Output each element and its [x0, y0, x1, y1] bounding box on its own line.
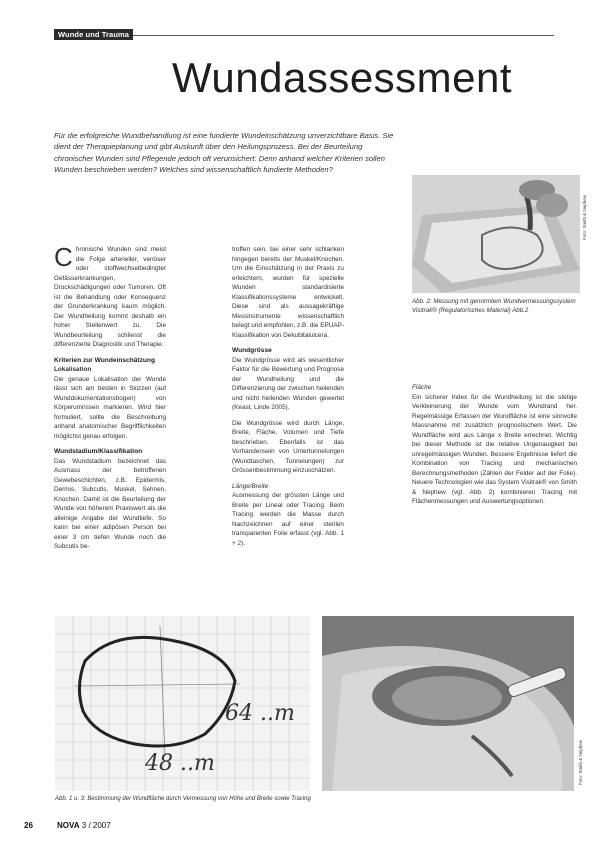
paragraph-size-2: Die Wundgrösse wird durch Länge, Breite, Fläche, Volumen und Tiefe beschrieben. Ebenfalls ist das Vorhandensein von Untertunnelungen (Wundtaschen, Tunnelungen) zur Grössenbestimmung einzuschätzen.: [232, 419, 344, 474]
intro-text: hronische Wunden sind meist die Folge arterieller, venöser oder stoffwechselbedingter Gefässerkrankungen, Druckschädigungen oder Tumoren. Oft ist die Behandlung oder Konsequenz der Grunderkrankung kaum möglich. Der Wundheilung kommt deshalb ein hoher Stellenwert zu. Die Wundbeurteilung schliesst die differenzierte Diagnostik und Therapie.: [54, 246, 166, 348]
page-number: 26: [24, 821, 33, 830]
magazine-info: [57, 821, 111, 830]
figure-3-wound-photo: [322, 616, 574, 791]
paragraph-area: Ein sicherer Index für die Wundheilung ist die stetige Verkleinerung der Wunde vom Wundrand her. Regelmässige Erfassen der Wundfläche ist eine sinnvolle Massnahme mit zusätzlich prognostischem Wert. Die Wundfläche wird aus Länge x Breite errechnet. Wichtig bei dieser Methode ist die relative Ungenauigkeit bei unregelmässigen Wunden. Bessere Ergebnisse liefert die Kombination von Tracing und mechanischen Berechnungsmethoden (Zählen der Felder auf der Folie). Neuere Technologien wie das System Visitrak® von Smith & Nephew (vgl. Abb. 2) kombinieren Tracing mit Flächenmessungen und Auswertungsoptionen.: [412, 393, 577, 505]
lead-paragraph: Für die erfolgreiche Wundbehandlung ist eine fundierte Wundeinschätzung unverzichtbare Basis. Sie dient der Therapieplanung und gibt Auskunft über den Heilungsprozess. Bei der Beurteilung chronischer Wunden sind Pflegende jedoch oft verunsichert: Denn anhand welcher Kriterien sollen Wunden beschrieben werden? Welches sind wissenschaftlich fundierte Methoden?: [54, 131, 394, 174]
heading-length-width: Länge/Breite: [232, 482, 269, 490]
issue: 3 / 2007: [81, 821, 111, 830]
paragraph-classification: troffen sein, bei einer sehr schlanken hingegen bereits der Muskel/Knochen. Um die Einschätzung in der Praxis zu erleichtern, wurden für spezielle Wunden standardisierte Klassifikationssysteme entwickelt. Diese sind als aussagekräftige Messinstrumente wissenschaftlich belegt und empfohlen, z.B. die EPUAP-Klassifikation von Dekubitalulcera.: [232, 246, 344, 339]
magazine-name: NOVA: [57, 821, 80, 830]
section-tag: Wunde und Trauma: [54, 29, 133, 40]
figure-3-credit: Foto: Smith & Nephew: [578, 739, 583, 785]
drop-cap: C: [54, 242, 73, 272]
paragraph-stage: Das Wundstadium bezeichnet das Ausmass der betroffenen Gewebeschichten, z.B. Epidermis, Dermis, Subcutis, Muskel, Sehnen, Knochen. Damit ist die Beurteilung der Wunde von höherem Praxiswert als die alleinige Angabe der Wundtiefe. So kann bei einer adipösen Person bei einer 3 cm tiefen Wunde noch die Subcutis be-: [54, 457, 166, 550]
bottom-caption: Abb. 1 u. 3: Bestimmung der Wundfläche durch Vermessung von Höhe und Breite sowie Tracing: [55, 796, 311, 802]
figure-1-tracing: [55, 616, 310, 791]
intro-paragraph: [54, 242, 166, 350]
column-2: [232, 245, 344, 554]
heading-stage: Wundstadium/Klassifikation: [54, 448, 143, 455]
figure-2-photo: [412, 175, 580, 293]
figure-1-label-a: 64 ..m: [225, 701, 295, 726]
paragraph-size-1: Die Wundgrösse wird als wesentlicher Faktor für die Bewertung und Prognose der Wundheilung und die Differenzierung der zwischen heilenden und nicht heilenden Wunden gewertet (Keast, Linde 2005).: [232, 356, 344, 411]
heading-area: Fläche: [412, 384, 432, 391]
paragraph-length-width: Ausmessung der grössten Länge und Breite per Lineal oder Tracing. Beim Tracing werden die Masse durch Nachzeichnen auf einer sterilen transparenten Folie erfasst (vgl. Abb. 1 + 2).: [232, 492, 344, 547]
column-3: [412, 383, 577, 513]
page-title: Wundassessment: [172, 54, 513, 101]
paragraph-location: Die genaue Lokalisation der Wunde lässt sich am besten in Skizzen (auf Wunddokumentationsbogen) von Körperumrissen markieren. Wird hier formuliert, sollte die Beschreibung anhand anatomischer Begrifflichkeiten möglichst genau erfolgen.: [54, 375, 166, 440]
subheading-location: Lokalisation: [54, 366, 92, 373]
figure-1-label-b: 48 ..m: [145, 751, 215, 776]
heading-size: Wundgrösse: [232, 347, 272, 354]
heading-criteria: Kriterien zur Wundeinschätzung: [54, 356, 155, 364]
column-1: [54, 242, 166, 558]
figure-2-credit: Foto: Smith & Nephew: [582, 194, 587, 240]
figure-2-caption: Abb. 2: Messung mit genormtem Wundvermessungssystem Visitrak® (Regulatorisches Material) Abb.2: [412, 298, 576, 314]
